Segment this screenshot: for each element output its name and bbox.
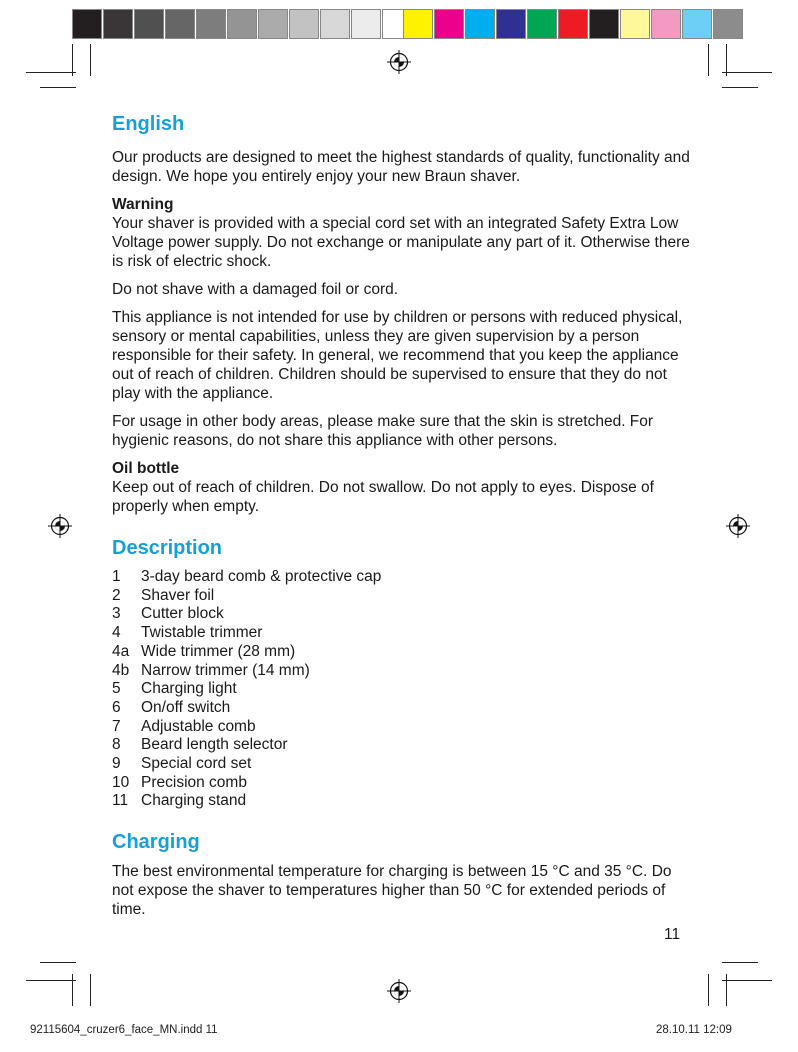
crop-mark: [722, 87, 758, 88]
color-swatch: [227, 9, 257, 39]
description-item-number: 11: [112, 792, 129, 810]
description-item-number: 7: [112, 717, 121, 735]
oil-bottle-text: Keep out of reach of children. Do not swallow. Do not apply to eyes. Dispose of properly when empty.: [112, 479, 654, 515]
crop-mark: [26, 72, 76, 73]
color-swatch: [165, 9, 195, 39]
crop-mark: [722, 962, 758, 963]
description-item-label: On/off switch: [141, 698, 231, 716]
description-item: [112, 736, 692, 755]
process-color-bar: [403, 9, 743, 39]
description-item-number: 8: [112, 736, 121, 754]
oil-bottle-title: Oil bottle: [112, 460, 180, 477]
crop-mark: [726, 44, 727, 76]
intro-paragraph: Our products are designed to meet the highest standards of quality, functionality and design. We hope you entirely enjoy your new Braun shaver.: [112, 149, 690, 185]
description-item-label: Beard length selector: [141, 736, 288, 754]
description-item-label: Twistable trimmer: [141, 624, 263, 642]
crop-mark: [708, 44, 709, 76]
footer-date-info: 28.10.11 12:09: [656, 1024, 732, 1036]
color-swatch: [465, 9, 495, 39]
description-item: [112, 568, 692, 587]
description-item-number: 4b: [112, 661, 130, 679]
section-heading-english: English: [112, 113, 185, 135]
crop-mark: [72, 974, 73, 1006]
color-swatch: [496, 9, 526, 39]
color-swatch: [620, 9, 650, 39]
charging-paragraph: The best environmental temperature for charging is between 15 °C and 35 °C. Do not expose the shaver to temperatures higher than 50 °C for extended periods of time.: [112, 863, 672, 919]
description-item-number: 3: [112, 605, 121, 623]
description-item-number: 4a: [112, 642, 130, 660]
crop-mark: [708, 974, 709, 1006]
color-swatch: [289, 9, 319, 39]
color-swatch: [589, 9, 619, 39]
oil-bottle-block: [112, 459, 692, 516]
registration-mark-icon: [387, 979, 411, 1003]
crop-mark: [72, 44, 73, 76]
registration-mark-icon: [726, 514, 750, 538]
description-item: [112, 643, 692, 662]
section-heading-description: Description: [112, 537, 223, 559]
registration-mark-icon: [387, 50, 411, 74]
usage-paragraph: For usage in other body areas, please make sure that the skin is stretched. For hygienic reasons, do not share this appliance with other persons.: [112, 413, 654, 449]
description-item-number: 1: [112, 568, 121, 585]
description-item-label: Shaver foil: [141, 586, 215, 604]
crop-mark: [722, 980, 772, 981]
description-item-label: Cutter block: [141, 605, 224, 623]
description-item: [112, 662, 692, 681]
description-item-label: Wide trimmer (28 mm): [141, 642, 296, 660]
description-item: [112, 792, 692, 811]
description-item: [112, 605, 692, 624]
description-item-number: 2: [112, 586, 121, 604]
description-item: [112, 587, 692, 606]
description-item-label: Precision comb: [141, 773, 247, 791]
description-item: [112, 699, 692, 718]
color-swatch: [258, 9, 288, 39]
crop-mark: [90, 44, 91, 76]
color-swatch: [558, 9, 588, 39]
section-heading-charging: Charging: [112, 831, 200, 854]
crop-mark: [40, 962, 76, 963]
description-item-number: 10: [112, 773, 130, 791]
description-item-number: 5: [112, 680, 121, 698]
footer-file-info: 92115604_cruzer6_face_MN.indd 11: [30, 1024, 218, 1036]
color-swatch: [320, 9, 350, 39]
crop-mark: [40, 87, 76, 88]
description-item: [112, 774, 692, 793]
description-item-label: Charging stand: [141, 792, 247, 810]
crop-mark: [26, 980, 76, 981]
color-swatch: [103, 9, 133, 39]
color-swatch: [651, 9, 681, 39]
damaged-foil-paragraph: Do not shave with a damaged foil or cord.: [112, 281, 399, 298]
description-item-number: 9: [112, 755, 121, 773]
children-paragraph: This appliance is not intended for use by children or persons with reduced physical, sensory or mental capabilities, unless they are given supervision by a person responsible for their safety. In general, we recommend that you keep the appliance out of reach of children. Children should be supervised to ensure that they do not play with the appliance.: [112, 309, 683, 402]
description-item-label: Narrow trimmer (14 mm): [141, 661, 310, 679]
description-item-number: 4: [112, 624, 121, 642]
description-item-label: Adjustable comb: [141, 717, 256, 735]
description-item-number: 6: [112, 698, 121, 716]
grayscale-color-bar: [72, 9, 412, 39]
color-swatch: [351, 9, 381, 39]
page-number: 11: [664, 926, 681, 943]
registration-mark-icon: [48, 514, 72, 538]
warning-text: Your shaver is provided with a special cord set with an integrated Safety Extra Low Voltage power supply. Do not exchange or manipulate any part of it. Otherwise there is risk of electric shock.: [112, 215, 690, 270]
description-item: [112, 624, 692, 643]
description-item-label: Special cord set: [141, 755, 252, 773]
crop-mark: [722, 72, 772, 73]
warning-block: [112, 195, 692, 271]
description-list: [112, 568, 692, 811]
description-item: [112, 755, 692, 774]
description-item: [112, 680, 692, 699]
description-item-label: 3-day beard comb & protective cap: [141, 568, 382, 585]
warning-title: Warning: [112, 196, 174, 213]
color-swatch: [713, 9, 743, 39]
color-swatch: [72, 9, 102, 39]
manual-page-content: [112, 112, 692, 928]
color-swatch: [134, 9, 164, 39]
description-item-label: Charging light: [141, 680, 237, 698]
color-swatch: [434, 9, 464, 39]
color-swatch: [527, 9, 557, 39]
color-swatch: [196, 9, 226, 39]
crop-mark: [726, 974, 727, 1006]
description-item: [112, 718, 692, 737]
crop-mark: [90, 974, 91, 1006]
color-swatch: [403, 9, 433, 39]
color-swatch: [682, 9, 712, 39]
